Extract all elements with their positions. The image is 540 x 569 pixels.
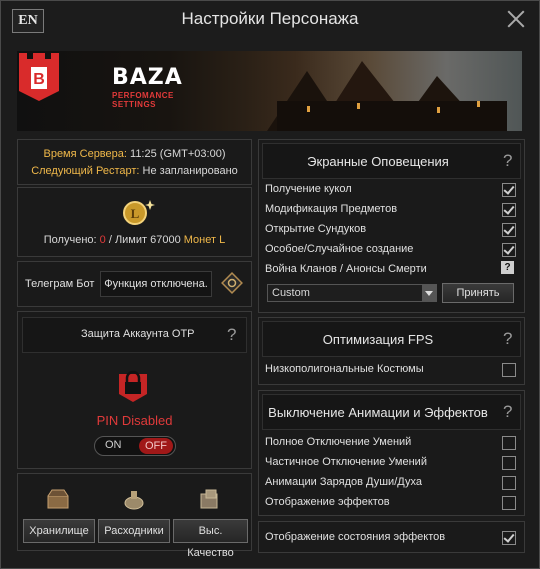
telegram-label: Телеграм Бот <box>25 278 95 290</box>
server-time-label: Время Сервера: <box>43 148 127 160</box>
titlebar <box>1 1 539 39</box>
otp-title: Защита Аккаунта OTP <box>81 328 195 340</box>
apply-button[interactable]: Принять <box>442 283 514 303</box>
notifications-title: Экранные Оповещения <box>307 154 449 169</box>
banner <box>17 51 522 131</box>
help-icon[interactable]: ? <box>501 261 514 274</box>
notification-label: Получение кукол <box>265 183 352 195</box>
notification-label: Модификация Предметов <box>265 203 398 215</box>
consumables-icon <box>122 488 146 510</box>
animation-checkbox[interactable] <box>502 476 516 490</box>
banner-scenery <box>17 51 522 131</box>
notification-checkbox[interactable] <box>502 203 516 217</box>
close-icon[interactable] <box>507 10 525 28</box>
fps-header <box>262 321 521 357</box>
lock-icon <box>115 364 151 404</box>
consumables-button[interactable]: Расходники <box>98 519 170 543</box>
restart-row <box>18 165 251 177</box>
preset-select[interactable] <box>267 284 437 302</box>
brand-subtitle: PERFOMANCE SETTINGS <box>112 91 174 109</box>
notification-checkbox[interactable] <box>502 223 516 237</box>
effects-state-label: Отображение состояния эффектов <box>265 531 446 543</box>
coins-row <box>18 234 251 246</box>
animations-panel <box>258 390 525 516</box>
animation-label: Полное Отключение Умений <box>265 436 412 448</box>
pin-toggle[interactable] <box>94 436 176 456</box>
notification-label: Особое/Случайное создание <box>265 243 414 255</box>
server-time-value: 11:25 (GMT+03:00) <box>130 148 226 160</box>
telegram-panel <box>17 261 252 307</box>
quality-button[interactable]: Выс. Качество <box>173 519 248 543</box>
animation-checkbox[interactable] <box>502 456 516 470</box>
notification-checkbox[interactable] <box>502 243 516 257</box>
telegram-status: Функция отключена. <box>100 271 212 297</box>
help-icon[interactable]: ? <box>227 325 237 344</box>
restart-label: Следующий Рестарт: <box>31 165 140 177</box>
otp-panel <box>17 311 252 469</box>
notification-checkbox[interactable] <box>502 183 516 197</box>
toggle-off-label: OFF <box>139 438 173 454</box>
language-button[interactable]: EN <box>12 9 44 33</box>
brand-name: BAZA <box>112 65 183 90</box>
dropdown-arrow-icon[interactable] <box>422 285 436 301</box>
notifications-header <box>262 143 521 179</box>
server-time-row <box>18 148 251 160</box>
castle-logo-icon <box>17 51 61 103</box>
window-title: Настройки Персонажа <box>181 9 359 28</box>
storage-icon <box>46 488 70 510</box>
coins-panel <box>17 187 252 257</box>
effects-state-checkbox[interactable] <box>502 531 516 545</box>
animation-label: Частичное Отключение Умений <box>265 456 427 468</box>
toggle-on-label: ON <box>105 439 122 451</box>
notifications-panel <box>258 139 525 313</box>
animation-label: Анимации Зарядов Души/Духа <box>265 476 422 488</box>
pin-status: PIN Disabled <box>96 413 173 428</box>
low-poly-label: Низкополигональные Костюмы <box>265 363 424 375</box>
animation-checkbox[interactable] <box>502 436 516 450</box>
quality-icon <box>198 488 222 510</box>
notification-label: Открытие Сундуков <box>265 223 367 235</box>
preset-select-value: Custom <box>272 287 310 299</box>
currency-label: Монет L <box>183 234 226 246</box>
restart-value: Не запланировано <box>142 165 238 177</box>
animation-checkbox[interactable] <box>502 496 516 510</box>
server-panel <box>17 139 252 185</box>
received-label: Получено: <box>43 234 97 246</box>
animation-label: Отображение эффектов <box>265 496 390 508</box>
shortcuts-panel <box>17 473 252 559</box>
fps-title: Оптимизация FPS <box>322 332 434 347</box>
help-icon[interactable]: ? <box>503 329 513 348</box>
svg-text:L: L <box>130 206 140 221</box>
storage-button[interactable]: Хранилище <box>23 519 95 543</box>
fps-panel <box>258 317 525 385</box>
low-poly-checkbox[interactable] <box>502 363 516 377</box>
otp-header <box>22 317 247 353</box>
gear-icon[interactable] <box>221 272 243 294</box>
sparkle-icon <box>145 200 155 210</box>
effects-state-panel <box>258 521 525 553</box>
animations-header <box>262 394 521 430</box>
clan-wars-label: Война Кланов / Анонсы Смерти <box>265 263 427 275</box>
received-value: 0 <box>99 234 106 246</box>
coin-icon <box>122 198 156 226</box>
help-icon[interactable]: ? <box>503 151 513 170</box>
limit-text: / Лимит 67000 <box>108 234 181 246</box>
animations-title: Выключение Анимации и Эффектов <box>268 405 488 420</box>
help-icon[interactable]: ? <box>503 402 513 421</box>
svg-text:B: B <box>33 71 45 88</box>
